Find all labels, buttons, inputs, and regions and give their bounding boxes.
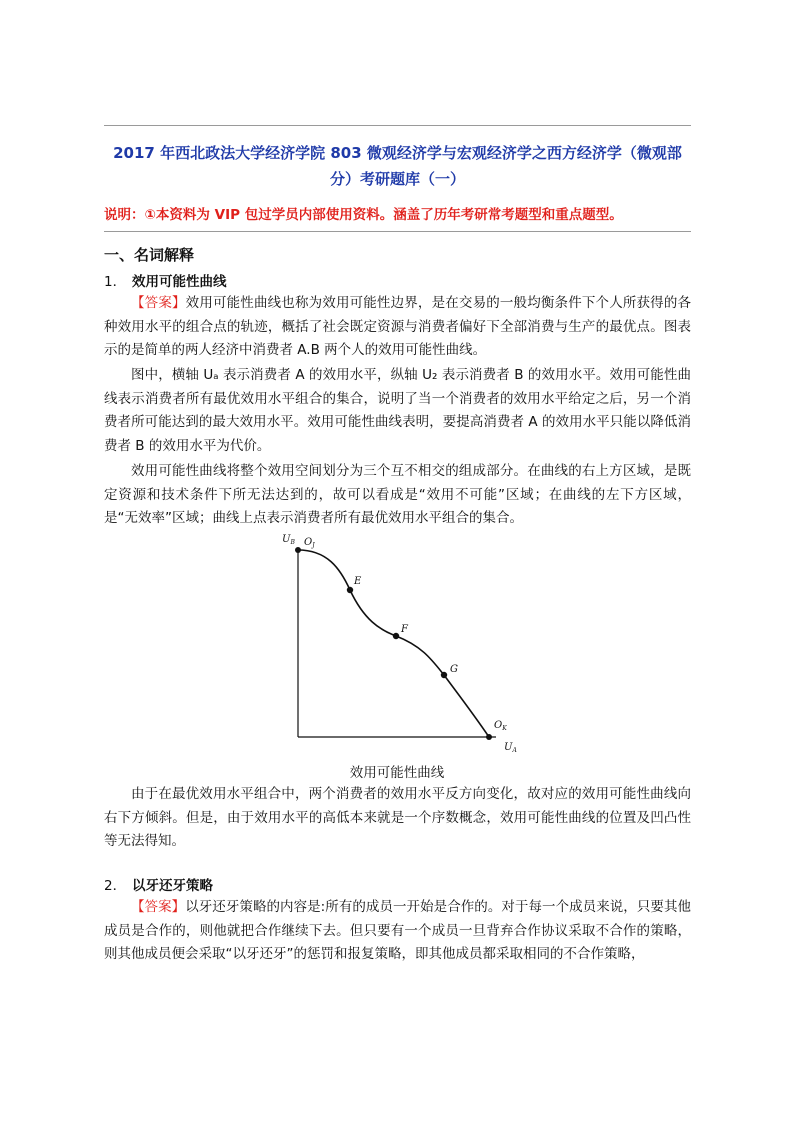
- y-axis-label: $U_B$: [282, 534, 295, 546]
- utility-possibility-figure: [282, 528, 522, 756]
- item-2-para-1: [104, 896, 691, 967]
- figure-caption: 效用可能性曲线: [349, 765, 445, 781]
- answer-tag: 【答案】: [131, 295, 186, 311]
- note-rule: [104, 231, 691, 232]
- item-1-para-1: [104, 292, 691, 363]
- paragraph-text: 以牙还牙策略的内容是:所有的成员一开始是合作的。对于每一个成员来说，只要其他成员是合作的，则他就把合作继续下去。但只要有一个成员一旦背弃合作协议采取不合作的策略，则其他成员便会采取“以牙还牙”的惩罚和报复策略，即其他成员都采取相同的不合作策略，: [104, 899, 691, 962]
- note-text: 说明：①本资料为 VIP 包过学员内部使用资料。涵盖了历年考研常考题型和重点题型。: [104, 207, 623, 223]
- item-term: 以牙还牙策略: [132, 878, 213, 894]
- x-axis-label: $U_A$: [504, 742, 517, 754]
- item-1-para-2: 图中，横轴 Uₐ 表示消费者 A 的效用水平，纵轴 U₂ 表示消费者 B 的效用水平。效用可能性曲线表示消费者所有最优效用水平组合的集合，说明了当一个消费者的效用水平给定之后，另一个消费者所可能达到的最大效用水平。效用可能性曲线表明，要提高消费者 A 的效用水平只能以降低消费者 B 的效用水平为代价。: [104, 367, 691, 454]
- label-e: E: [354, 576, 362, 587]
- item-1-heading: [104, 270, 227, 290]
- document-title: 2017 年西北政法大学经济学院 803 微观经济学与宏观经济学之西方经济学（微观部分）考研题库（一）: [113, 144, 682, 188]
- label-f: F: [401, 624, 408, 635]
- answer-tag: 【答案】: [131, 899, 186, 915]
- item-1-para-4: 由于在最优效用水平组合中，两个消费者的效用水平反方向变化，故对应的效用可能性曲线向右下方倾斜。但是，由于效用水平的高低本来就是一个序数概念，效用可能性曲线的位置及凹凸性等无法得知。: [104, 786, 691, 849]
- item-2-heading: [104, 874, 213, 894]
- point-ok: [486, 734, 492, 740]
- point-oj: [295, 547, 301, 553]
- point-g: [441, 672, 447, 678]
- point-f: [393, 633, 399, 639]
- item-number: 1．: [104, 274, 127, 290]
- label-oj: $O_J$: [304, 537, 315, 549]
- item-number: 2．: [104, 878, 127, 894]
- label-ok: $O_K$: [494, 720, 507, 732]
- utility-possibility-curve: [298, 550, 489, 737]
- section-heading: 一、名词解释: [104, 246, 195, 264]
- item-1-para-3: 效用可能性曲线将整个效用空间划分为三个互不相交的组成部分。在曲线的右上方区域，是既定资源和技术条件下所无法达到的，故可以看成是“效用不可能”区域；在曲线的左下方区域，是“无效率”区域；曲线上点表示消费者所有最优效用水平组合的集合。: [104, 463, 691, 526]
- point-e: [347, 587, 353, 593]
- label-g: G: [450, 664, 458, 675]
- item-term: 效用可能性曲线: [132, 274, 227, 290]
- paragraph-text: 效用可能性曲线也称为效用可能性边界，是在交易的一般均衡条件下个人所获得的各种效用水平的组合点的轨迹，概括了社会既定资源与消费者偏好下全部消费与生产的最优点。图表示的是简单的两人经济中消费者 A.B 两个人的效用可能性曲线。: [104, 295, 692, 358]
- top-rule: [104, 125, 691, 126]
